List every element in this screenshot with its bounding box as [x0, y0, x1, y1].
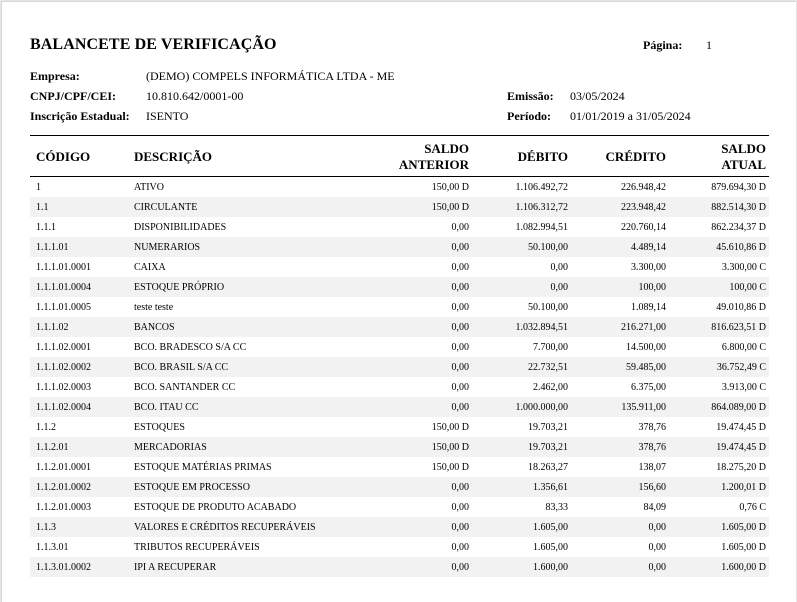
credito-cell: 138,07 — [638, 462, 666, 473]
table-row — [30, 317, 769, 337]
table-row — [30, 277, 769, 297]
saldo-atual-cell: 1.600,00 D — [721, 562, 766, 573]
table-row — [30, 377, 769, 397]
code-cell: 1.1.3.01.0002 — [36, 562, 91, 573]
saldo-anterior-cell: 0,00 — [451, 382, 469, 393]
credito-cell: 84,09 — [643, 502, 666, 513]
code-cell: 1.1.2.01.0002 — [36, 482, 91, 493]
code-cell: 1.1.2 — [36, 422, 56, 433]
report-page — [1, 1, 796, 602]
debito-cell: 1.082.994,51 — [515, 222, 568, 233]
saldo-atual-cell: 100,00 C — [729, 282, 766, 293]
debito-cell: 1.356,61 — [533, 482, 568, 493]
code-cell: 1.1.3.01 — [36, 542, 69, 553]
saldo-anterior-cell: 0,00 — [451, 262, 469, 273]
col-descricao: DESCRIÇÃO — [134, 149, 213, 164]
saldo-anterior-cell: 150,00 D — [431, 462, 469, 473]
empresa-value: (DEMO) COMPELS INFORMÁTICA LTDA - ME — [146, 69, 395, 83]
saldo-atual-cell: 862.234,37 D — [711, 222, 766, 233]
debito-cell: 0,00 — [550, 282, 568, 293]
col-saldo-anterior — [399, 141, 469, 173]
description-cell: TRIBUTOS RECUPERÁVEIS — [134, 542, 260, 553]
credito-cell: 220.760,14 — [621, 222, 666, 233]
code-cell: 1.1.1.01.0005 — [36, 302, 91, 313]
page-number: 1 — [706, 38, 712, 52]
debito-cell: 19.703,21 — [528, 422, 568, 433]
debito-cell: 1.000.000,00 — [515, 402, 568, 413]
description-cell: IPI A RECUPERAR — [134, 562, 217, 573]
code-cell: 1.1.1.02.0002 — [36, 362, 91, 373]
table-row — [30, 497, 769, 517]
saldo-anterior-cell: 0,00 — [451, 402, 469, 413]
empresa-label: Empresa: — [30, 69, 80, 83]
saldo-atual-cell: 1.200,01 D — [721, 482, 766, 493]
saldo-anterior-cell: 0,00 — [451, 242, 469, 253]
ie-value: ISENTO — [146, 109, 189, 123]
saldo-atual-cell: 0,76 C — [739, 502, 766, 513]
saldo-atual-cell: 816.623,51 D — [711, 322, 766, 333]
debito-cell: 22.732,51 — [528, 362, 568, 373]
saldo-anterior-cell: 150,00 D — [431, 422, 469, 433]
report-title: BALANCETE DE VERIFICAÇÃO — [30, 36, 277, 53]
col-saldo-atual — [721, 141, 766, 173]
table-row — [30, 477, 769, 497]
code-cell: 1.1.1.02.0004 — [36, 402, 91, 413]
description-cell: ESTOQUE PRÓPRIO — [134, 282, 225, 293]
col-credito: CRÉDITO — [605, 149, 666, 164]
balance-table — [30, 135, 769, 577]
saldo-atual-cell: 49.010,86 D — [716, 302, 766, 313]
credito-cell: 0,00 — [648, 542, 666, 553]
periodo-value: 01/01/2019 a 31/05/2024 — [570, 109, 691, 123]
table-row — [30, 437, 769, 457]
credito-cell: 216.271,00 — [621, 322, 666, 333]
saldo-anterior-cell: 0,00 — [451, 342, 469, 353]
saldo-anterior-cell: 0,00 — [451, 302, 469, 313]
table-row — [30, 257, 769, 277]
debito-cell: 1.605,00 — [533, 522, 568, 533]
table-row — [30, 457, 769, 477]
description-cell: CAIXA — [134, 262, 166, 273]
saldo-atual-cell: 45.610,86 D — [716, 242, 766, 253]
table-row — [30, 297, 769, 317]
code-cell: 1.1.2.01 — [36, 442, 69, 453]
table-row — [30, 217, 769, 237]
col-saldo-anterior-line2: ANTERIOR — [398, 157, 469, 172]
col-saldo-atual-line1: SALDO — [721, 141, 766, 156]
description-cell: ESTOQUE DE PRODUTO ACABADO — [134, 502, 297, 513]
page-label: Página: — [643, 38, 683, 52]
code-cell: 1.1.3 — [36, 522, 56, 533]
saldo-anterior-cell: 150,00 D — [431, 442, 469, 453]
credito-cell: 226.948,42 — [621, 182, 666, 193]
saldo-anterior-cell: 150,00 D — [431, 202, 469, 213]
credito-cell: 6.375,00 — [631, 382, 666, 393]
emissao-value: 03/05/2024 — [570, 89, 625, 103]
debito-cell: 2.462,00 — [533, 382, 568, 393]
credito-cell: 0,00 — [648, 522, 666, 533]
description-cell: BANCOS — [134, 322, 175, 333]
debito-cell: 1.605,00 — [533, 542, 568, 553]
cnpj-label: CNPJ/CPF/CEI: — [30, 89, 116, 103]
saldo-atual-cell: 1.605,00 D — [721, 522, 766, 533]
periodo-label: Período: — [507, 109, 551, 123]
debito-cell: 83,33 — [545, 502, 568, 513]
credito-cell: 100,00 — [638, 282, 666, 293]
saldo-atual-cell: 18.275,20 D — [716, 462, 766, 473]
description-cell: ESTOQUES — [134, 422, 185, 433]
debito-cell: 7.700,00 — [533, 342, 568, 353]
debito-cell: 50.100,00 — [528, 302, 568, 313]
code-cell: 1.1.1.02.0001 — [36, 342, 91, 353]
table-row — [30, 397, 769, 417]
debito-cell: 1.600,00 — [533, 562, 568, 573]
saldo-atual-cell: 1.605,00 D — [721, 542, 766, 553]
saldo-anterior-cell: 150,00 D — [431, 182, 469, 193]
ie-label: Inscrição Estadual: — [30, 109, 130, 123]
description-cell: NUMERARIOS — [134, 242, 201, 253]
code-cell: 1.1.1 — [36, 222, 56, 233]
table-row — [30, 417, 769, 437]
description-cell: DISPONIBILIDADES — [134, 222, 227, 233]
debito-cell: 0,00 — [550, 262, 568, 273]
table-row — [30, 177, 769, 197]
credito-cell: 14.500,00 — [626, 342, 666, 353]
description-cell: ESTOQUE MATÉRIAS PRIMAS — [134, 462, 272, 473]
credito-cell: 156,60 — [638, 482, 666, 493]
description-cell: CIRCULANTE — [134, 202, 198, 213]
emissao-label: Emissão: — [507, 89, 554, 103]
code-cell: 1 — [36, 182, 41, 193]
saldo-anterior-cell: 0,00 — [451, 222, 469, 233]
saldo-anterior-cell: 0,00 — [451, 562, 469, 573]
table-body — [30, 177, 769, 577]
table-header — [30, 135, 769, 177]
cnpj-value: 10.810.642/0001-00 — [146, 89, 244, 103]
saldo-anterior-cell: 0,00 — [451, 522, 469, 533]
saldo-atual-cell: 864.089,00 D — [711, 402, 766, 413]
credito-cell: 378,76 — [638, 422, 666, 433]
description-cell: BCO. SANTANDER CC — [134, 382, 236, 393]
description-cell: BCO. BRADESCO S/A CC — [134, 342, 247, 353]
code-cell: 1.1.1.02 — [36, 322, 69, 333]
table-row — [30, 357, 769, 377]
debito-cell: 18.263,27 — [528, 462, 568, 473]
credito-cell: 1.089,14 — [631, 302, 666, 313]
credito-cell: 4.489,14 — [631, 242, 666, 253]
saldo-atual-cell: 879.694,30 D — [711, 182, 766, 193]
debito-cell: 19.703,21 — [528, 442, 568, 453]
col-saldo-atual-line2: ATUAL — [721, 157, 766, 172]
description-cell: BCO. BRASIL S/A CC — [134, 362, 229, 373]
saldo-anterior-cell: 0,00 — [451, 322, 469, 333]
table-row — [30, 197, 769, 217]
debito-cell: 1.106.492,72 — [515, 182, 568, 193]
code-cell: 1.1 — [36, 202, 49, 213]
table-row — [30, 517, 769, 537]
saldo-atual-cell: 6.800,00 C — [721, 342, 766, 353]
saldo-anterior-cell: 0,00 — [451, 362, 469, 373]
code-cell: 1.1.1.02.0003 — [36, 382, 91, 393]
debito-cell: 50.100,00 — [528, 242, 568, 253]
col-debito: DÉBITO — [517, 149, 568, 164]
credito-cell: 135.911,00 — [621, 402, 666, 413]
credito-cell: 378,76 — [638, 442, 666, 453]
debito-cell: 1.106.312,72 — [515, 202, 568, 213]
code-cell: 1.1.1.01.0004 — [36, 282, 91, 293]
saldo-anterior-cell: 0,00 — [451, 482, 469, 493]
saldo-atual-cell: 19.474,45 D — [716, 442, 766, 453]
credito-cell: 59.485,00 — [626, 362, 666, 373]
description-cell: BCO. ITAU CC — [134, 402, 199, 413]
code-cell: 1.1.1.01 — [36, 242, 69, 253]
description-cell: MERCADORIAS — [134, 442, 207, 453]
saldo-atual-cell: 882.514,30 D — [711, 202, 766, 213]
code-cell: 1.1.2.01.0001 — [36, 462, 91, 473]
table-row — [30, 537, 769, 557]
credito-cell: 3.300,00 — [631, 262, 666, 273]
saldo-atual-cell: 36.752,49 C — [716, 362, 766, 373]
description-cell: VALORES E CRÉDITOS RECUPERÁVEIS — [134, 522, 316, 533]
saldo-atual-cell: 19.474,45 D — [716, 422, 766, 433]
table-row — [30, 337, 769, 357]
table-row — [30, 237, 769, 257]
saldo-atual-cell: 3.300,00 C — [721, 262, 766, 273]
debito-cell: 1.032.894,51 — [515, 322, 568, 333]
saldo-atual-cell: 3.913,00 C — [721, 382, 766, 393]
code-cell: 1.1.2.01.0003 — [36, 502, 91, 513]
credito-cell: 0,00 — [648, 562, 666, 573]
code-cell: 1.1.1.01.0001 — [36, 262, 91, 273]
description-cell: teste teste — [134, 302, 174, 313]
col-codigo: CÓDIGO — [36, 149, 91, 164]
col-saldo-anterior-line1: SALDO — [424, 141, 469, 156]
saldo-anterior-cell: 0,00 — [451, 282, 469, 293]
table-row — [30, 557, 769, 577]
saldo-anterior-cell: 0,00 — [451, 542, 469, 553]
description-cell: ATIVO — [134, 182, 164, 193]
description-cell: ESTOQUE EM PROCESSO — [134, 482, 250, 493]
saldo-anterior-cell: 0,00 — [451, 502, 469, 513]
credito-cell: 223.948,42 — [621, 202, 666, 213]
